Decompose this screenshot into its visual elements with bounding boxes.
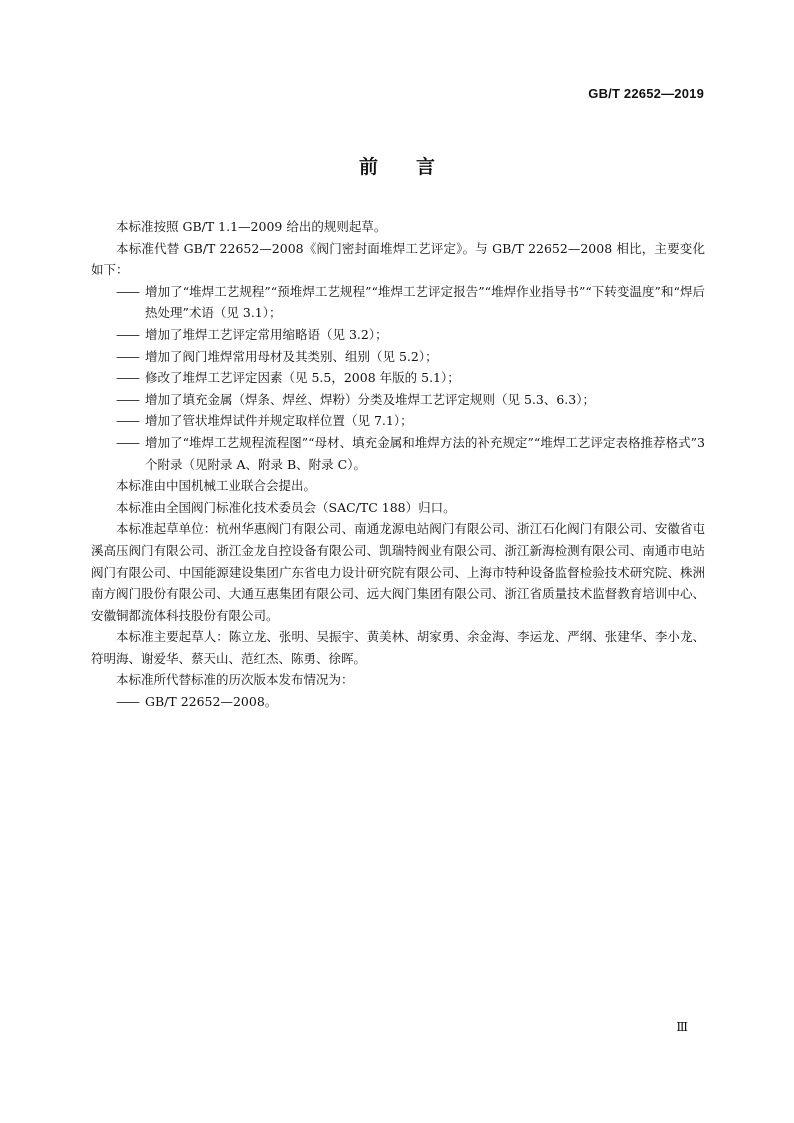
dash-marker: ——: [116, 413, 139, 429]
paragraph-committee: 本标准由全国阀门标准化技术委员会（SAC/TC 188）归口。: [116, 499, 456, 515]
list-item: [91, 281, 705, 324]
list-item: [91, 367, 705, 389]
page-number: Ⅲ: [676, 1020, 688, 1034]
list-item-text: 增加了堆焊工艺评定常用缩略语（见 3.2）；: [145, 326, 388, 342]
paragraph-drafting-rules: 本标准按照 GB/T 1.1—2009 给出的规则起草。: [116, 219, 387, 234]
list-item: [91, 346, 705, 368]
list-item-text: 增加了管状堆焊试件并规定取样位置（见 7.1）；: [145, 413, 413, 429]
dash-marker: ——: [116, 326, 139, 342]
dash-marker: ——: [116, 370, 139, 386]
dash-marker: ——: [116, 434, 139, 450]
paragraph-history-intro: 本标准所代替标准的历次版本发布情况为：: [116, 672, 354, 688]
list-item-text: GB/T 22652—2008。: [145, 694, 278, 710]
paragraph-replaces: 本标准代替 GB/T 22652—2008《阀门密封面堆焊工艺评定》。与 GB/T 22652—2008 相比，主要变化如下：: [91, 240, 705, 278]
list-item: [91, 389, 705, 411]
foreword-body: [91, 216, 705, 713]
list-item: [91, 691, 705, 713]
paragraph-drafting-units: 本标准起草单位：杭州华惠阀门有限公司、南通龙源电站阀门有限公司、浙江石化阀门有限公司、安徽省屯溪高压阀门有限公司、浙江金龙自控设备有限公司、凯瑞特阀业有限公司、浙江新海检测有限公司、南通市电站阀门有限公司、中国能源建设集团广东省电力设计研究院有限公司、上海市特种设备监督检验技术研究院、株洲南方阀门股份有限公司、大通互惠集团有限公司、远大阀门集团有限公司、浙江省质量技术监督教育培训中心、安徽铜都流体科技股份有限公司。: [91, 521, 705, 623]
dash-marker: ——: [116, 694, 139, 710]
list-item: [91, 324, 705, 346]
list-item-text: 增加了填充金属（焊条、焊丝、焊粉）分类及堆焊工艺评定规则（见 5.3、6.3）；: [145, 391, 595, 407]
list-item-text: 增加了“堆焊工艺规程”“预堆焊工艺规程”“堆焊工艺评定报告”“堆焊作业指导书”“下转变温度”和“焊后热处理”术语（见 3.1）；: [145, 283, 705, 321]
page-title: 前言: [358, 156, 473, 178]
list-item: [91, 410, 705, 432]
list-item-text: 修改了堆焊工艺评定因素（见 5.5，2008 年版的 5.1）；: [145, 370, 460, 386]
paragraph-proposer: 本标准由中国机械工业联合会提出。: [116, 478, 317, 494]
list-item-text: 增加了“堆焊工艺规程流程图”“母材、填充金属和堆焊方法的补充规定”“堆焊工艺评定表格推荐格式”3 个附录（见附录 A、附录 B、附录 C）。: [145, 434, 705, 472]
standard-code: GB/T 22652—2019: [588, 86, 704, 101]
dash-marker: ——: [116, 283, 139, 299]
list-item-text: 增加了阀门堆焊常用母材及其类别、组别（见 5.2）；: [145, 348, 438, 364]
dash-marker: ——: [116, 391, 139, 407]
list-item: [91, 432, 705, 475]
paragraph-drafters: 本标准主要起草人：陈立龙、张明、吴振宇、黄美林、胡家勇、余金海、李运龙、严纲、张建华、李小龙、符明海、谢爱华、蔡天山、范红杰、陈勇、徐晖。: [91, 629, 705, 666]
dash-marker: ——: [116, 348, 139, 364]
